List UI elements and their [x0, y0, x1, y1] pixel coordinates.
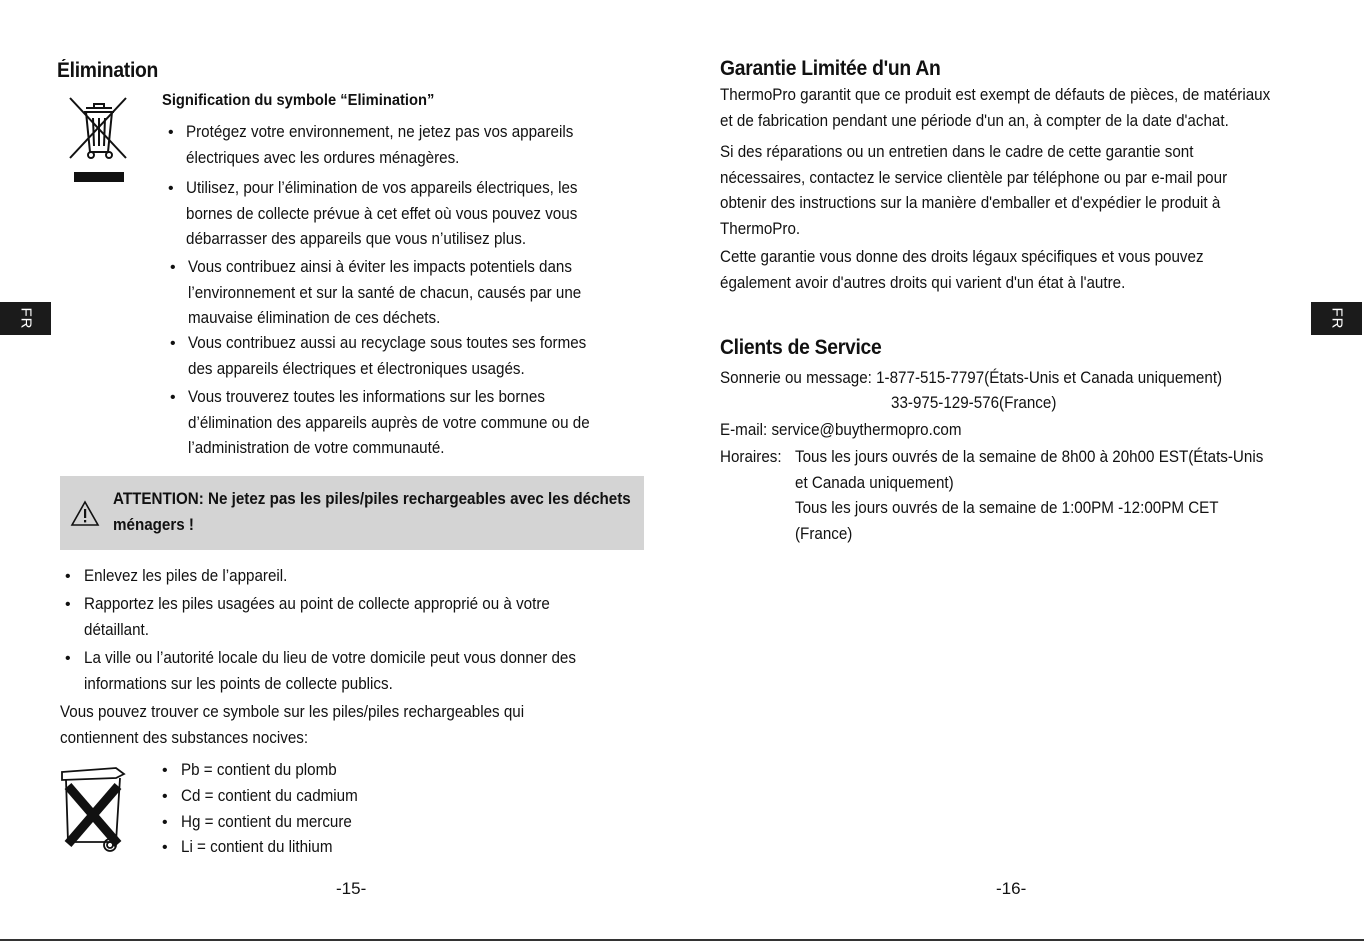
- right-page: [682, 0, 1364, 942]
- hours-line: Tous les jours ouvrés de la semaine de 8h00 à 20h00 EST(États-Unis: [795, 448, 1264, 466]
- bullet-dot: •: [162, 814, 168, 831]
- language-tab-label: FR: [17, 307, 34, 330]
- list-item-line: mauvaise élimination de ces déchets.: [188, 309, 441, 327]
- list-item-line: Vous contribuez ainsi à éviter les impacts potentiels dans: [188, 258, 572, 276]
- language-tab-left: [0, 302, 51, 335]
- substance-item: Cd = contient du cadmium: [181, 787, 358, 805]
- bullet-dot: •: [170, 335, 176, 352]
- paragraph-line: également avoir d'autres droits qui varient d'un état à l'autre.: [720, 273, 1126, 292]
- page-number-right: -16-: [996, 879, 1027, 898]
- list-item-line: Enlevez les piles de l’appareil.: [84, 567, 288, 585]
- list-item-line: bornes de collecte prévue à cet effet où vous pouvez vous: [186, 204, 578, 223]
- hours-line: et Canada uniquement): [795, 473, 954, 492]
- paragraph-line: Cette garantie vous donne des droits légaux spécifiques et vous pouvez: [720, 248, 1204, 266]
- bullet-dot: •: [168, 180, 174, 197]
- attention-line: ATTENTION: Ne jetez pas les piles/piles rechargeables avec les déchets: [113, 490, 631, 508]
- list-item-line: des appareils électriques et électroniques usagés.: [188, 359, 525, 378]
- list-item: [186, 176, 578, 253]
- paragraph-line: ThermoPro.: [720, 219, 801, 238]
- list-item: [188, 385, 590, 462]
- hours-block: [795, 445, 1263, 547]
- list-item-line: Protégez votre environnement, ne jetez pas vos appareils: [186, 123, 574, 141]
- battery-bin-icon: [58, 762, 134, 854]
- paragraph-line: contiennent des substances nocives:: [60, 728, 309, 747]
- paragraph-line: nécessaires, contactez le service clientèle par téléphone ou par e-mail pour: [720, 168, 1228, 187]
- phone-line: Sonnerie ou message: 1-877-515-7797(États-Unis et Canada uniquement): [720, 369, 1223, 387]
- list-item-line: Utilisez, pour l’élimination de vos appareils électriques, les: [186, 179, 578, 197]
- list-item: [84, 592, 550, 643]
- list-item-line: Rapportez les piles usagées au point de collecte approprié ou à votre: [84, 595, 550, 613]
- list-item: [84, 646, 576, 697]
- paragraph-line: Vous pouvez trouver ce symbole sur les piles/piles rechargeables qui: [60, 703, 525, 721]
- substance-item: Hg = contient du mercure: [181, 813, 352, 831]
- attention-line: ménagers !: [113, 516, 195, 534]
- symbol-heading: Signification du symbole “Elimination”: [162, 92, 435, 109]
- bullet-dot: •: [65, 650, 71, 667]
- section-title-warranty: Garantie Limitée d'un An: [720, 57, 941, 80]
- list-item-line: La ville ou l’autorité locale du lieu de votre domicile peut vous donner des: [84, 649, 576, 667]
- paragraph-line: obtenir des instructions sur la manière d'emballer et d'expédier le produit à: [720, 194, 1221, 212]
- list-item: [188, 331, 586, 382]
- substance-item: Pb = contient du plomb: [181, 761, 337, 779]
- list-item: [186, 120, 573, 171]
- repair-paragraph: [720, 140, 1227, 296]
- section-title-elimination: Élimination: [57, 59, 159, 82]
- language-tab-right: [1311, 302, 1362, 335]
- paragraph-line: et de fabrication pendant une période d'un an, à compter de la date d'achat.: [720, 111, 1229, 130]
- email-line: E-mail: service@buythermopro.com: [720, 421, 962, 439]
- bullet-dot: •: [170, 259, 176, 276]
- bullet-dot: •: [168, 124, 174, 141]
- list-item-line: Vous contribuez aussi au recyclage sous toutes ses formes: [188, 334, 587, 352]
- bullet-dot: •: [162, 839, 168, 856]
- weee-bin-icon: [64, 94, 134, 186]
- bottom-divider: [0, 939, 1364, 941]
- bullet-dot: •: [65, 568, 71, 585]
- list-item: [84, 564, 287, 590]
- list-item-line: électriques avec les ordures ménagères.: [186, 148, 460, 167]
- list-item: [188, 255, 581, 332]
- harmful-substances-paragraph: [60, 700, 524, 751]
- warning-triangle-icon: [70, 500, 100, 528]
- list-item-line: détaillant.: [84, 620, 149, 639]
- paragraph-line: Si des réparations ou un entretien dans le cadre de cette garantie sont: [720, 143, 1194, 161]
- bullet-dot: •: [170, 389, 176, 406]
- attention-text: [113, 486, 631, 538]
- hours-line: Tous les jours ouvrés de la semaine de 1:00PM -12:00PM CET: [795, 499, 1219, 517]
- bullet-dot: •: [65, 596, 71, 613]
- substance-item: Li = contient du lithium: [181, 838, 333, 856]
- language-tab-label: FR: [1328, 307, 1345, 330]
- phone-france: 33-975-129-576(France): [891, 394, 1057, 412]
- bullet-dot: •: [162, 762, 168, 779]
- list-item-line: débarrasser des appareils que vous n’utilisez plus.: [186, 230, 527, 248]
- page-number-left: -15-: [336, 879, 367, 898]
- list-item-line: Vous trouverez toutes les informations sur les bornes: [188, 388, 545, 406]
- section-title-service: Clients de Service: [720, 336, 882, 359]
- list-item-line: informations sur les points de collecte publics.: [84, 674, 393, 693]
- hours-line: (France): [795, 524, 853, 543]
- paragraph-line: ThermoPro garantit que ce produit est exempt de défauts de pièces, de matériaux: [720, 86, 1271, 104]
- bullet-dot: •: [162, 788, 168, 805]
- hours-label: Horaires:: [720, 448, 782, 466]
- list-item-line: l’environnement et sur la santé de chacun, causés par une: [188, 283, 582, 302]
- list-item-line: d’élimination des appareils auprès de votre commune ou de: [188, 413, 590, 432]
- list-item-line: l’administration de votre communauté.: [188, 439, 445, 457]
- warranty-paragraph: [720, 83, 1270, 134]
